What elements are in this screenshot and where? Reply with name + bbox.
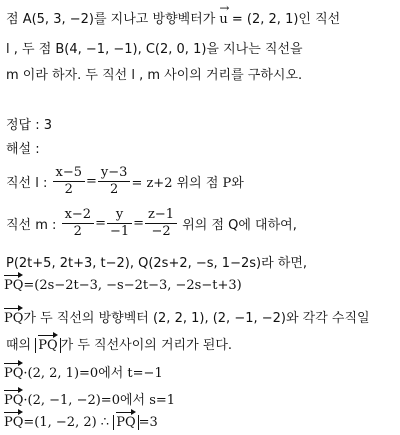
pq-vector-line: PQ=(2s−2t−3, −s−2t−3, −2s−t+3) — [4, 278, 242, 293]
distance-line: 때의 PQ 가 두 직선사이의 거리가 된다. — [6, 338, 233, 353]
perpendicular-line: PQ가 두 직선의 방향벡터 (2, 2, 1), (2, −1, −2)와 각각 수직일 — [4, 311, 370, 326]
dot-product-1: PQ·(2, 2, 1)=0에서 t=−1 — [4, 366, 163, 381]
answer: 정답 : 3 — [6, 118, 53, 133]
fraction: $\frac{x-2}{2}$ — [62, 207, 95, 240]
points-pq: P(2t+5, 2t+3, t−2), Q(2s+2, −s, 1−2s)라 하면, — [6, 256, 308, 271]
problem-text: = (2, 2, 1)인 직선 — [227, 12, 341, 27]
final-result: PQ=(1, −2, 2) ∴ PQ =3 — [4, 415, 158, 430]
fraction: $\frac{y-3}{2}$ — [98, 165, 131, 198]
fraction: $\frac{y}{-1}$ — [107, 207, 132, 240]
problem-line-1 — [6, 1, 341, 27]
explanation-label: 해설 : — [6, 142, 40, 157]
vector-pq: PQ — [4, 278, 24, 293]
vector-u: → u — [219, 1, 230, 27]
fraction: $\frac{z-1}{-2}$ — [145, 207, 177, 240]
vector-pq: PQ — [4, 415, 24, 430]
vector-pq: PQ — [4, 393, 24, 408]
abs-pq: PQ — [113, 415, 138, 430]
vector-pq: PQ — [4, 366, 24, 381]
problem-text: 점 A(5, 3, −2)를 지나고 방향벡터가 — [6, 12, 220, 27]
dot-product-2: PQ·(2, −1, −2)=0에서 s=1 — [4, 393, 176, 408]
vector-pq: PQ — [4, 311, 24, 326]
line-m-equation: 직선 m : $\frac{x-2}{2}$ = $\frac{y}{-1}$ = $\frac{z-1}{-2}$ 위의 점 Q에 대하여, — [6, 207, 297, 239]
line-l-equation: 직선 l : $\frac{x-5}{2}$ = $\frac{y-3}{2}$ = z+2 위의 점 P와 — [6, 165, 244, 197]
problem-line-2: l , 두 점 B(4, −1, −1), C(2, 0, 1)을 지나는 직선을 — [6, 42, 303, 57]
abs-pq: PQ — [35, 338, 60, 353]
fraction: $\frac{x-5}{2}$ — [53, 165, 86, 198]
problem-line-3: m 이라 하자. 두 직선 l , m 사이의 거리를 구하시오. — [6, 68, 303, 83]
